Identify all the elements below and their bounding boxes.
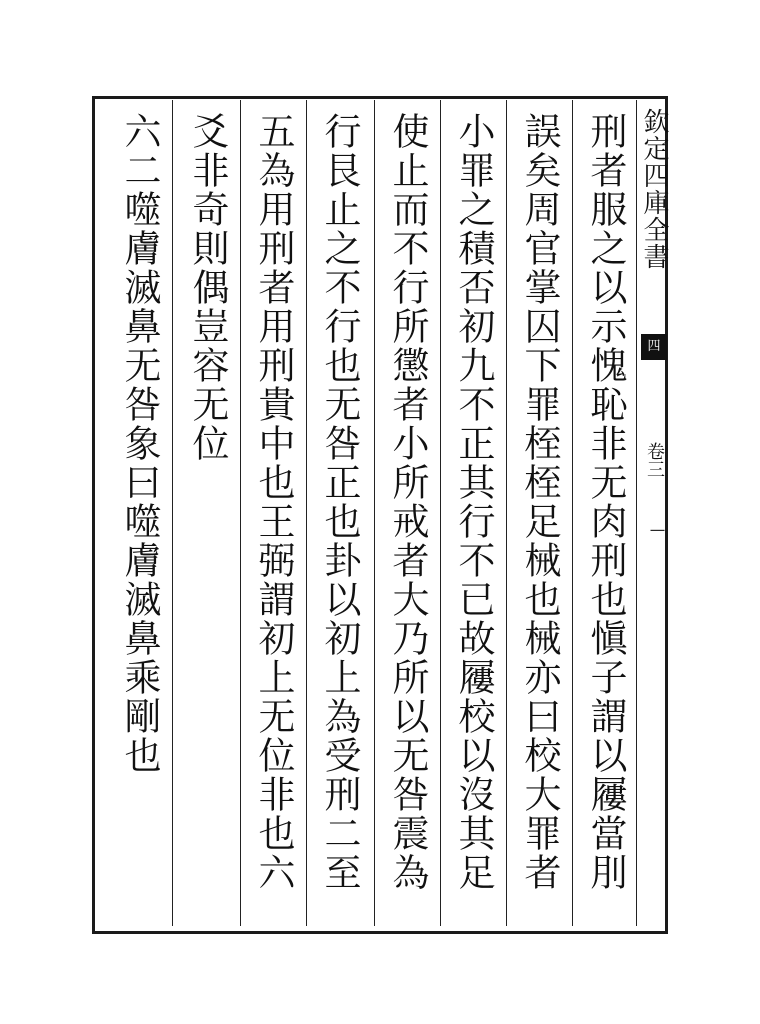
column-rule: [240, 100, 241, 926]
text-column-7: 爻非奇則偶豈容无位: [186, 112, 229, 463]
text-column-3: 小罪之積否初九不正其行不已故屨校以沒其足: [452, 112, 495, 892]
column-rule: [306, 100, 307, 926]
text-column-5: 行艮止之不行也无咎正也卦以初上為受刑二至: [318, 112, 361, 892]
column-rule: [374, 100, 375, 926]
text-column-1: 刑者服之以示愧恥非无肉刑也愼子謂以屨當刖: [584, 112, 627, 892]
column-rule: [440, 100, 441, 926]
text-column-4: 使止而不行所懲者小所戒者大乃所以无咎震為: [386, 112, 429, 892]
column-rule: [572, 100, 573, 926]
page-number: |: [650, 528, 666, 533]
column-rule: [506, 100, 507, 926]
column-rule: [636, 100, 637, 926]
book-title: 欽定四庫全書: [639, 108, 669, 270]
volume-label: 卷三: [644, 442, 665, 478]
text-column-6: 五為用刑者用刑貴中也王弼謂初上无位非也六: [252, 112, 295, 892]
column-rule: [172, 100, 173, 926]
text-column-8: 六二噬膚滅鼻无咎象曰噬膚滅鼻乘剛也: [118, 112, 161, 775]
text-column-2: 誤矣周官掌囚下罪桎桎足械也械亦曰校大罪者: [518, 112, 561, 892]
fish-tail-mark: 四: [641, 334, 667, 360]
